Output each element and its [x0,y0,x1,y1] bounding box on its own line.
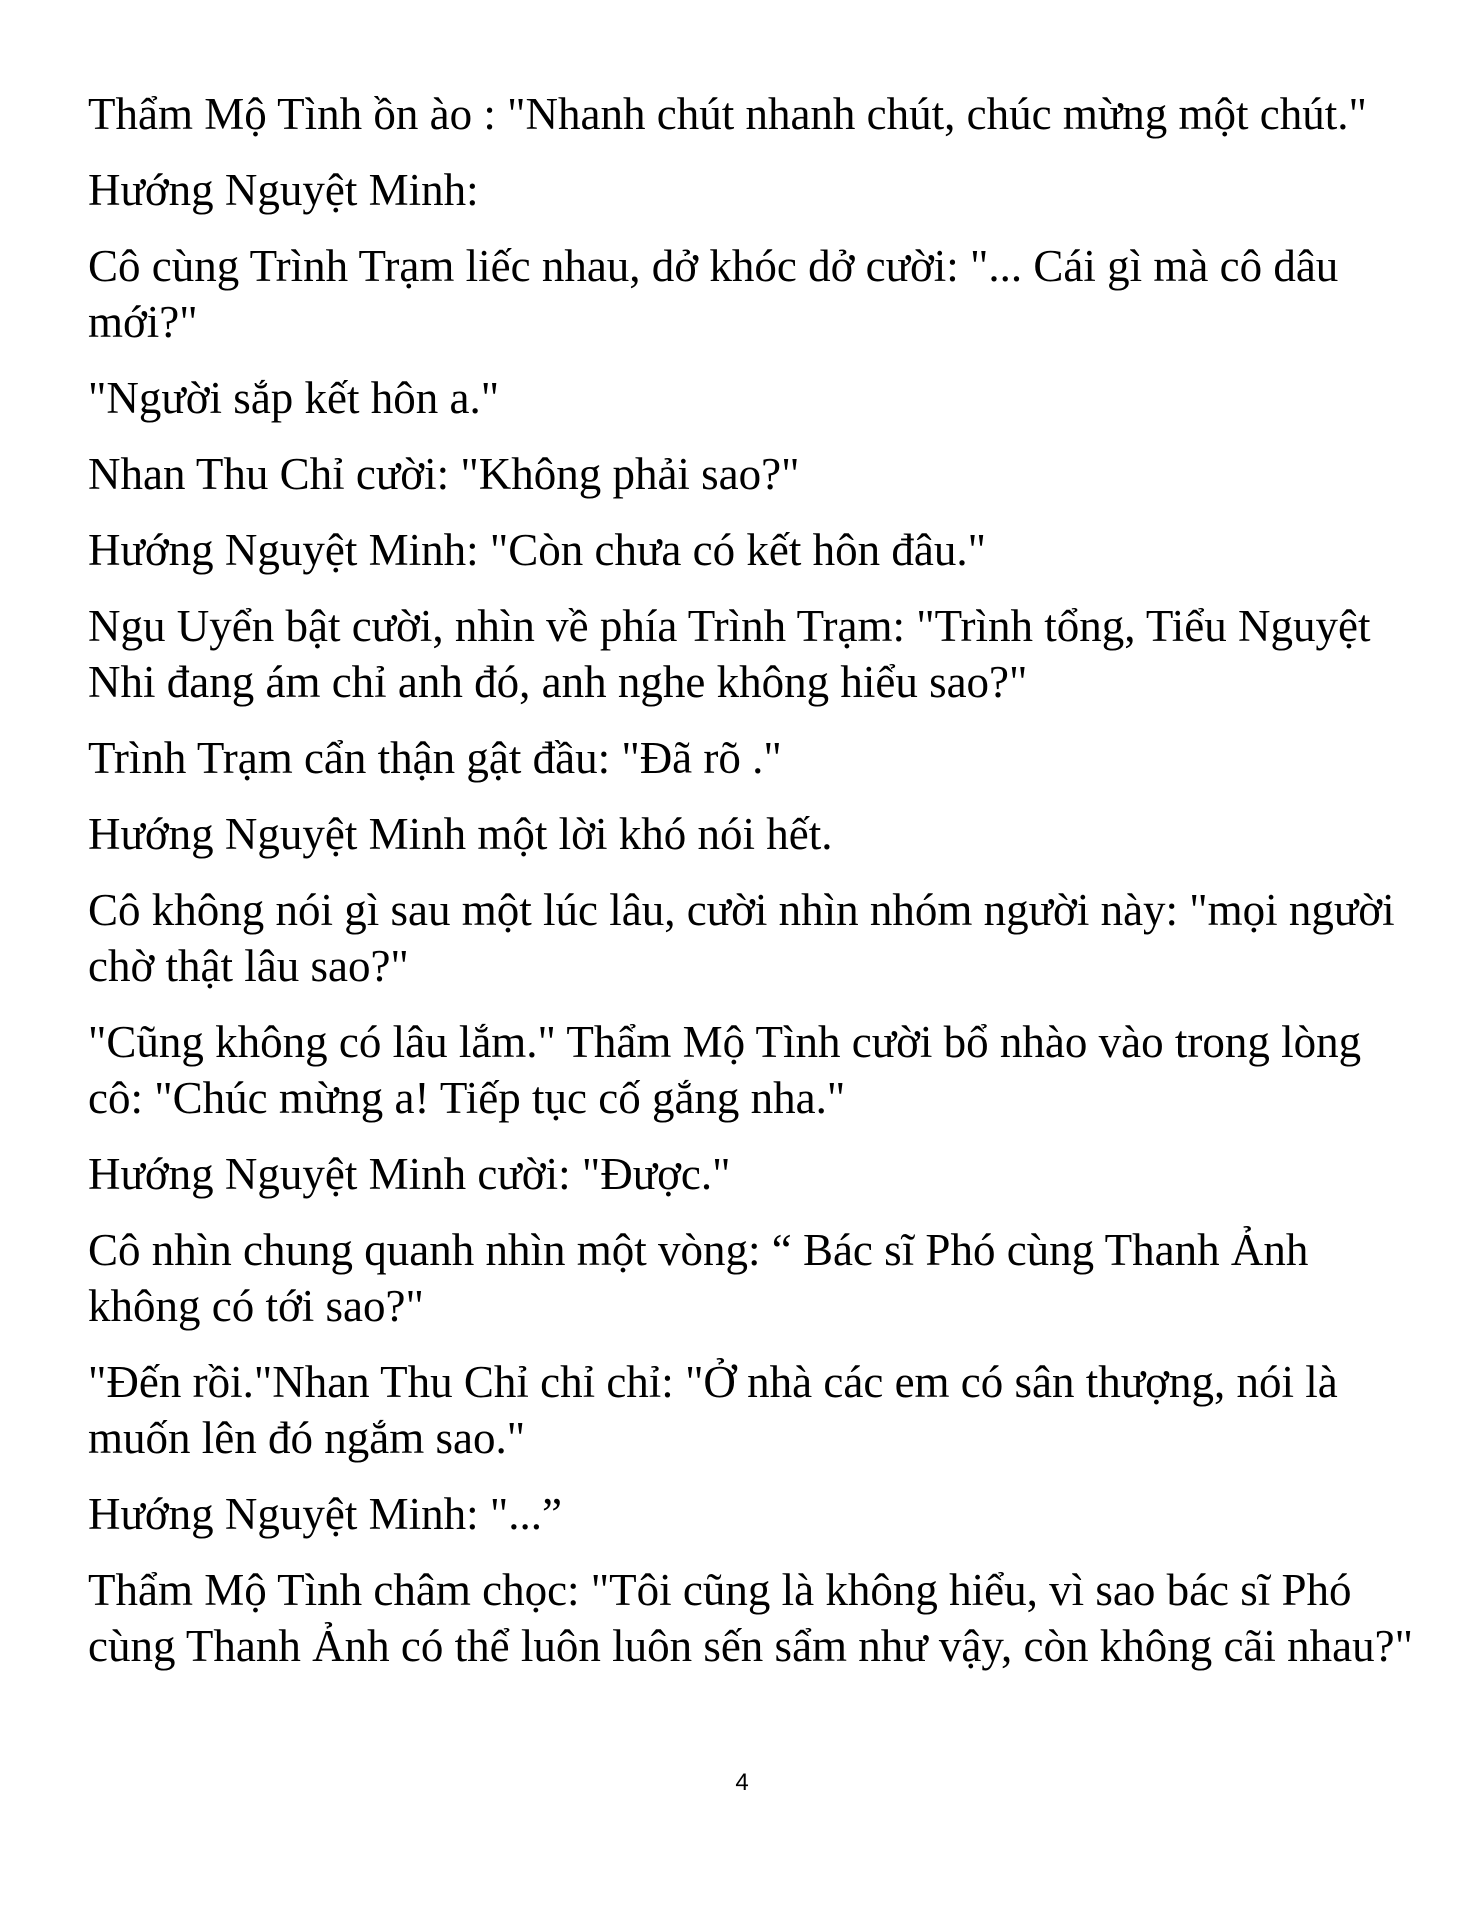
paragraph: Thẩm Mộ Tình châm chọc: "Tôi cũng là không hiểu, vì sao bác sĩ Phó cùng Thanh Ảnh có thể luôn luôn sến sẩm như vậy, còn không cãi nhau?" [88,1565,1413,1671]
paragraph: Cô cùng Trình Trạm liếc nhau, dở khóc dở cười: "... Cái gì mà cô dâu mới?" [88,241,1339,347]
paragraph: Hướng Nguyệt Minh một lời khó nói hết. [88,809,833,859]
paragraph: "Người sắp kết hôn a." [88,373,500,423]
paragraph: "Cũng không có lâu lắm." Thẩm Mộ Tình cười bổ nhào vào trong lòng cô: "Chúc mừng a! Tiếp tục cố gắng nha." [88,1017,1362,1123]
paragraph: Hướng Nguyệt Minh: "Còn chưa có kết hôn đâu." [88,525,986,575]
paragraph: Nhan Thu Chỉ cười: "Không phải sao?" [88,449,800,499]
document-body [88,86,1418,1694]
paragraph: Cô nhìn chung quanh nhìn một vòng: “ Bác sĩ Phó cùng Thanh Ảnh không có tới sao?" [88,1225,1309,1331]
paragraph: Hướng Nguyệt Minh: "...” [88,1489,563,1539]
paragraph: Hướng Nguyệt Minh cười: "Được." [88,1149,731,1199]
paragraph: Ngu Uyển bật cười, nhìn về phía Trình Trạm: "Trình tổng, Tiểu Nguyệt Nhi đang ám chỉ anh đó, anh nghe không hiểu sao?" [88,601,1371,707]
paragraph: Trình Trạm cẩn thận gật đầu: "Đã rõ ." [88,733,782,783]
paragraph: Thẩm Mộ Tình ồn ào : "Nhanh chút nhanh chút, chúc mừng một chút." [88,89,1367,139]
paragraph: Hướng Nguyệt Minh: [88,165,479,215]
paragraph: Cô không nói gì sau một lúc lâu, cười nhìn nhóm người này: "mọi người chờ thật lâu sao?" [88,885,1395,991]
paragraph: "Đến rồi."Nhan Thu Chỉ chỉ chỉ: "Ở nhà các em có sân thượng, nói là muốn lên đó ngắm sao." [88,1357,1338,1463]
page-number: 4 [735,1769,749,1796]
